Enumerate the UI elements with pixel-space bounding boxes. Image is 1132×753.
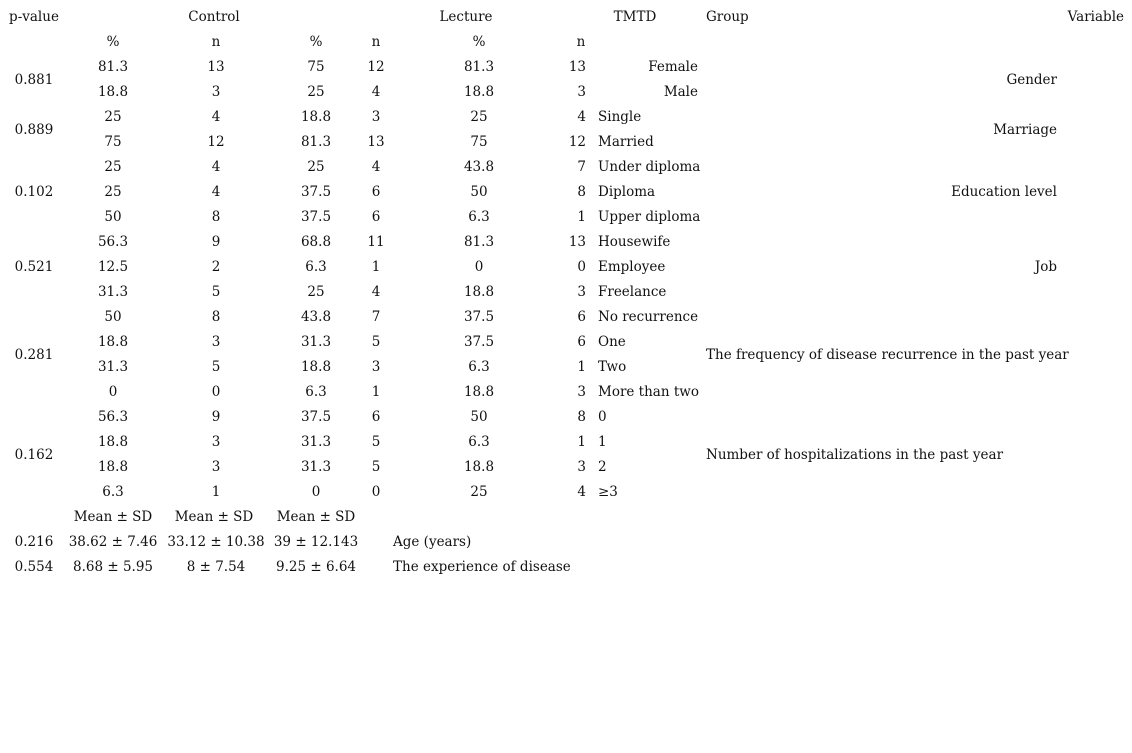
cell-lecture-pct: 18.8	[300, 359, 332, 375]
cell-tmtd-pct: 43.8	[463, 159, 495, 175]
mean-lecture: 8 ± 7.54	[186, 559, 246, 575]
cell-lecture-pct: 25	[307, 284, 325, 300]
cell-control-n: 8	[211, 209, 221, 225]
cell-lecture-pct: 25	[307, 159, 325, 175]
cell-control-n: 5	[211, 284, 221, 300]
cell-tmtd-n: 3	[577, 384, 586, 400]
cell-tmtd-n: 7	[577, 159, 586, 175]
cell-tmtd-pct: 75	[470, 134, 488, 150]
cell-group: Female	[648, 59, 698, 75]
mean-variable-label: The experience of disease	[393, 559, 571, 575]
cell-tmtd-pct: 81.3	[463, 59, 495, 75]
cell-control-n: 3	[211, 434, 221, 450]
variable-label: Education level	[951, 184, 1057, 200]
cell-tmtd-n: 4	[577, 484, 586, 500]
cell-lecture-pct: 0	[311, 484, 321, 500]
cell-tmtd-pct: 18.8	[463, 284, 495, 300]
cell-control-n: 9	[211, 234, 221, 250]
subheader-pct-control: %	[106, 34, 120, 50]
cell-control-pct: 25	[104, 184, 122, 200]
cell-lecture-n: 7	[371, 309, 381, 325]
cell-lecture-pct: 81.3	[300, 134, 332, 150]
cell-lecture-pct: 37.5	[300, 209, 332, 225]
cell-control-n: 2	[211, 259, 221, 275]
pvalue-cell: 0.881	[14, 71, 54, 88]
pvalue-cell: 0.889	[14, 121, 54, 138]
cell-control-pct: 50	[104, 209, 122, 225]
cell-group: Housewife	[598, 234, 671, 250]
mean-tmtd: 9.25 ± 6.64	[275, 559, 357, 575]
cell-group: Diploma	[598, 184, 656, 200]
mean-pvalue: 0.216	[14, 534, 54, 550]
subheader-n-tmtd: n	[576, 34, 586, 50]
cell-tmtd-n: 3	[577, 459, 586, 475]
cell-group: 0	[598, 409, 607, 425]
pvalue-cell: 0.162	[14, 446, 54, 463]
cell-lecture-pct: 43.8	[300, 309, 332, 325]
cell-lecture-n: 3	[371, 109, 381, 125]
cell-lecture-pct: 25	[307, 84, 325, 100]
cell-group: ≥3	[598, 484, 618, 500]
pvalue-cell: 0.281	[14, 346, 54, 363]
cell-control-pct: 25	[104, 159, 122, 175]
cell-group: Single	[598, 109, 642, 125]
cell-tmtd-pct: 6.3	[468, 359, 490, 375]
cell-group: Under diploma	[598, 159, 701, 175]
cell-control-n: 4	[211, 184, 221, 200]
cell-lecture-n: 5	[371, 434, 381, 450]
cell-tmtd-n: 3	[577, 284, 586, 300]
cell-lecture-n: 5	[371, 459, 381, 475]
cell-lecture-n: 6	[371, 209, 381, 225]
cell-control-pct: 56.3	[97, 234, 129, 250]
header-tmtd: TMTD	[613, 9, 657, 25]
subheader-pct-tmtd: %	[472, 34, 486, 50]
cell-tmtd-n: 13	[568, 59, 586, 75]
cell-tmtd-pct: 18.8	[463, 459, 495, 475]
variable-label: Number of hospitalizations in the past year	[706, 446, 1004, 463]
cell-control-n: 4	[211, 159, 221, 175]
cell-group: One	[598, 334, 626, 350]
mean-control: 38.62 ± 7.46	[68, 534, 158, 550]
cell-control-pct: 18.8	[97, 84, 129, 100]
cell-lecture-n: 6	[371, 184, 381, 200]
cell-control-n: 0	[211, 384, 221, 400]
cell-lecture-n: 11	[367, 234, 385, 250]
cell-lecture-n: 4	[371, 284, 381, 300]
cell-control-pct: 81.3	[97, 59, 129, 75]
variable-label: Gender	[1006, 71, 1057, 88]
cell-group: Upper diploma	[598, 209, 701, 225]
cell-control-n: 3	[211, 334, 221, 350]
cell-group: Two	[598, 359, 627, 375]
cell-group: 2	[598, 459, 607, 475]
cell-control-pct: 31.3	[97, 359, 129, 375]
cell-control-pct: 0	[108, 384, 118, 400]
cell-tmtd-n: 12	[568, 134, 586, 150]
cell-control-pct: 56.3	[97, 409, 129, 425]
cell-control-n: 8	[211, 309, 221, 325]
cell-group: Married	[598, 134, 654, 150]
cell-control-pct: 6.3	[102, 484, 124, 500]
pvalue-cell: 0.102	[14, 184, 54, 200]
cell-tmtd-pct: 37.5	[463, 309, 495, 325]
cell-control-pct: 31.3	[97, 284, 129, 300]
subheader-n-lecture: n	[371, 34, 381, 50]
cell-lecture-pct: 75	[307, 59, 325, 75]
cell-group: More than two	[598, 384, 699, 400]
cell-lecture-n: 4	[371, 159, 381, 175]
cell-control-pct: 75	[104, 134, 122, 150]
cell-group: No recurrence	[598, 309, 699, 325]
cell-lecture-n: 4	[371, 84, 381, 100]
cell-tmtd-n: 6	[577, 334, 586, 350]
cell-lecture-pct: 37.5	[300, 184, 332, 200]
cell-tmtd-pct: 50	[470, 184, 488, 200]
variable-label: Job	[1034, 259, 1057, 275]
cell-control-pct: 12.5	[97, 259, 129, 275]
cell-control-n: 4	[211, 109, 221, 125]
variable-label: Marriage	[993, 121, 1057, 138]
cell-control-n: 1	[211, 484, 221, 500]
mean-header-control: Mean ± SD	[73, 509, 153, 525]
variable-label: The frequency of disease recurrence in the past year	[706, 346, 1069, 363]
cell-lecture-pct: 68.8	[300, 234, 332, 250]
cell-tmtd-pct: 18.8	[463, 384, 495, 400]
cell-group: Employee	[598, 259, 666, 275]
cell-tmtd-n: 0	[577, 259, 586, 275]
cell-tmtd-n: 1	[577, 359, 586, 375]
cell-lecture-pct: 31.3	[300, 459, 332, 475]
mean-control: 8.68 ± 5.95	[72, 559, 154, 575]
cell-control-n: 3	[211, 84, 221, 100]
mean-variable-label: Age (years)	[393, 534, 472, 550]
mean-header-tmtd: Mean ± SD	[276, 509, 356, 525]
cell-tmtd-n: 4	[577, 109, 586, 125]
cell-control-n: 9	[211, 409, 221, 425]
header-control: Control	[188, 9, 240, 25]
subheader-n-control: n	[211, 34, 221, 50]
cell-control-n: 13	[207, 59, 225, 75]
cell-control-n: 12	[207, 134, 225, 150]
header-group: Group	[706, 9, 749, 25]
cell-tmtd-pct: 25	[470, 484, 488, 500]
header-lecture: Lecture	[439, 9, 493, 25]
cell-control-pct: 18.8	[97, 459, 129, 475]
cell-lecture-pct: 6.3	[305, 384, 327, 400]
cell-tmtd-n: 13	[568, 234, 586, 250]
cell-tmtd-pct: 0	[474, 259, 484, 275]
cell-lecture-pct: 37.5	[300, 409, 332, 425]
cell-group: Male	[663, 84, 698, 100]
mean-tmtd: 39 ± 12.143	[273, 534, 359, 550]
header-variable: Variable	[1067, 9, 1124, 25]
cell-control-pct: 18.8	[97, 334, 129, 350]
cell-lecture-n: 1	[371, 259, 381, 275]
header-pvalue: p-value	[9, 9, 59, 25]
mean-pvalue: 0.554	[14, 559, 54, 575]
cell-tmtd-n: 3	[577, 84, 586, 100]
cell-lecture-pct: 18.8	[300, 109, 332, 125]
cell-control-pct: 18.8	[97, 434, 129, 450]
cell-group: Freelance	[598, 284, 667, 300]
cell-control-pct: 25	[104, 109, 122, 125]
cell-tmtd-pct: 6.3	[468, 209, 490, 225]
mean-header-lecture: Mean ± SD	[174, 509, 254, 525]
subheader-pct-lecture: %	[309, 34, 323, 50]
cell-lecture-n: 6	[371, 409, 381, 425]
mean-lecture: 33.12 ± 10.38	[167, 534, 265, 550]
cell-tmtd-n: 1	[577, 434, 586, 450]
cell-tmtd-n: 6	[577, 309, 586, 325]
cell-lecture-pct: 31.3	[300, 434, 332, 450]
cell-tmtd-pct: 25	[470, 109, 488, 125]
cell-lecture-pct: 31.3	[300, 334, 332, 350]
cell-lecture-n: 5	[371, 334, 381, 350]
cell-lecture-n: 3	[371, 359, 381, 375]
cell-lecture-n: 13	[367, 134, 385, 150]
cell-group: 1	[598, 434, 607, 450]
cell-control-n: 5	[211, 359, 221, 375]
cell-lecture-n: 0	[371, 484, 381, 500]
cell-tmtd-n: 1	[577, 209, 586, 225]
cell-tmtd-pct: 37.5	[463, 334, 495, 350]
cell-lecture-pct: 6.3	[305, 259, 327, 275]
cell-tmtd-n: 8	[577, 409, 586, 425]
pvalue-cell: 0.521	[14, 259, 54, 275]
cell-tmtd-pct: 81.3	[463, 234, 495, 250]
cell-tmtd-pct: 6.3	[468, 434, 490, 450]
cell-tmtd-pct: 50	[470, 409, 488, 425]
cell-control-pct: 50	[104, 309, 122, 325]
cell-lecture-n: 1	[371, 384, 381, 400]
cell-control-n: 3	[211, 459, 221, 475]
cell-tmtd-n: 8	[577, 184, 586, 200]
cell-lecture-n: 12	[367, 59, 385, 75]
cell-tmtd-pct: 18.8	[463, 84, 495, 100]
